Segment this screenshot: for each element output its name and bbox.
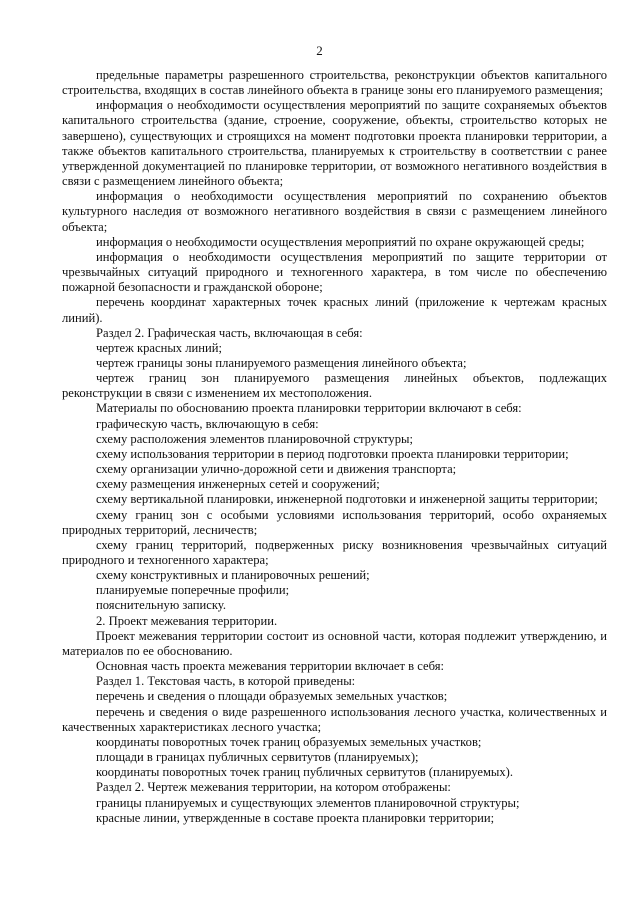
list-item: схему конструктивных и планировочных решений; [96,568,370,583]
list-item: чертеж границы зоны планируемого размещения линейного объекта; [96,355,467,370]
list-item: схему границ зон с особыми условиями использования территорий, особо охраняемых природных территорий, лесничеств; [62,507,607,537]
section-heading: Раздел 2. Чертеж межевания территории, на котором отображены: [96,780,451,795]
list-item: пояснительную записку. [96,598,226,613]
list-item: границы планируемых и существующих элементов планировочной структуры; [96,795,520,810]
page-number: 2 [316,43,323,58]
document-body [62,68,607,826]
paragraph: информация о необходимости осуществления мероприятий по защите сохраняемых объектов капитального строительства (здание, строение, сооружение, объекты, строительство которых не завершено), существующих и строящихся на момент подготовки проекта планировки территории, а также объектов капитального строительства, планируемых к строительству в соответствии с ранее утвержденной документацией по планировке территории, от возможного негативного воздействия в связи с размещением линейного объекта; [62,98,607,189]
list-item: чертеж красных линий; [96,340,222,355]
section-heading: Раздел 1. Текстовая часть, в которой приведены: [96,674,356,689]
paragraph: информация о необходимости осуществления мероприятий по защите территории от чрезвычайных ситуаций природного и техногенного характера, в том числе по обеспечению пожарной безопасности и гражданской обороне; [62,249,607,295]
paragraph: Проект межевания территории состоит из основной части, которая подлежит утверждению, и материалов по ее обоснованию. [62,628,607,658]
paragraph: информация о необходимости осуществления мероприятий по сохранению объектов культурного наследия от возможного негативного воздействия в связи с размещением линейного объекта; [62,189,607,234]
list-item: координаты поворотных точек границ публичных сервитутов (планируемых). [96,765,514,780]
list-item: планируемые поперечные профили; [96,583,290,598]
list-item: схему расположения элементов планировочной структуры; [96,431,413,446]
paragraph: информация о необходимости осуществления мероприятий по охране окружающей среды; [96,234,585,249]
list-item: чертеж границ зон планируемого размещения линейных объектов, подлежащих реконструкции в связи с изменением их местоположения. [62,371,607,401]
list-item: красные линии, утвержденные в составе проекта планировки территории; [96,810,495,825]
list-item: перечень и сведения о площади образуемых земельных участков; [96,689,448,704]
section-heading: 2. Проект межевания территории. [96,613,278,628]
section-heading: Раздел 2. Графическая часть, включающая в себя: [96,325,363,340]
list-item: схему границ территорий, подверженных риску возникновения чрезвычайных ситуаций природного и техногенного характера; [62,537,607,567]
list-item: схему организации улично-дорожной сети и движения транспорта; [96,462,457,477]
list-item: схему использования территории в период подготовки проекта планировки территории; [96,446,569,461]
list-item: координаты поворотных точек границ образуемых земельных участков; [96,734,482,749]
paragraph: Основная часть проекта межевания территории включает в себя: [96,659,444,674]
paragraph: перечень координат характерных точек красных линий (приложение к чертежам красных линий). [62,295,607,325]
list-item: площади в границах публичных сервитутов (планируемых); [96,750,419,765]
list-item: схему размещения инженерных сетей и сооружений; [96,477,380,492]
list-item: графическую часть, включающую в себя: [96,416,319,431]
list-item: перечень и сведения о виде разрешенного использования лесного участка, количественных и качественных характеристиках лесного участка; [62,704,607,734]
paragraph: Материалы по обоснованию проекта планировки территории включают в себя: [96,401,522,416]
list-item: схему вертикальной планировки, инженерной подготовки и инженерной защиты территории; [96,492,598,507]
paragraph: предельные параметры разрешенного строительства, реконструкции объектов капитального строительства, входящих в состав линейного объекта в границе зоны его планируемого размещения; [62,68,607,98]
